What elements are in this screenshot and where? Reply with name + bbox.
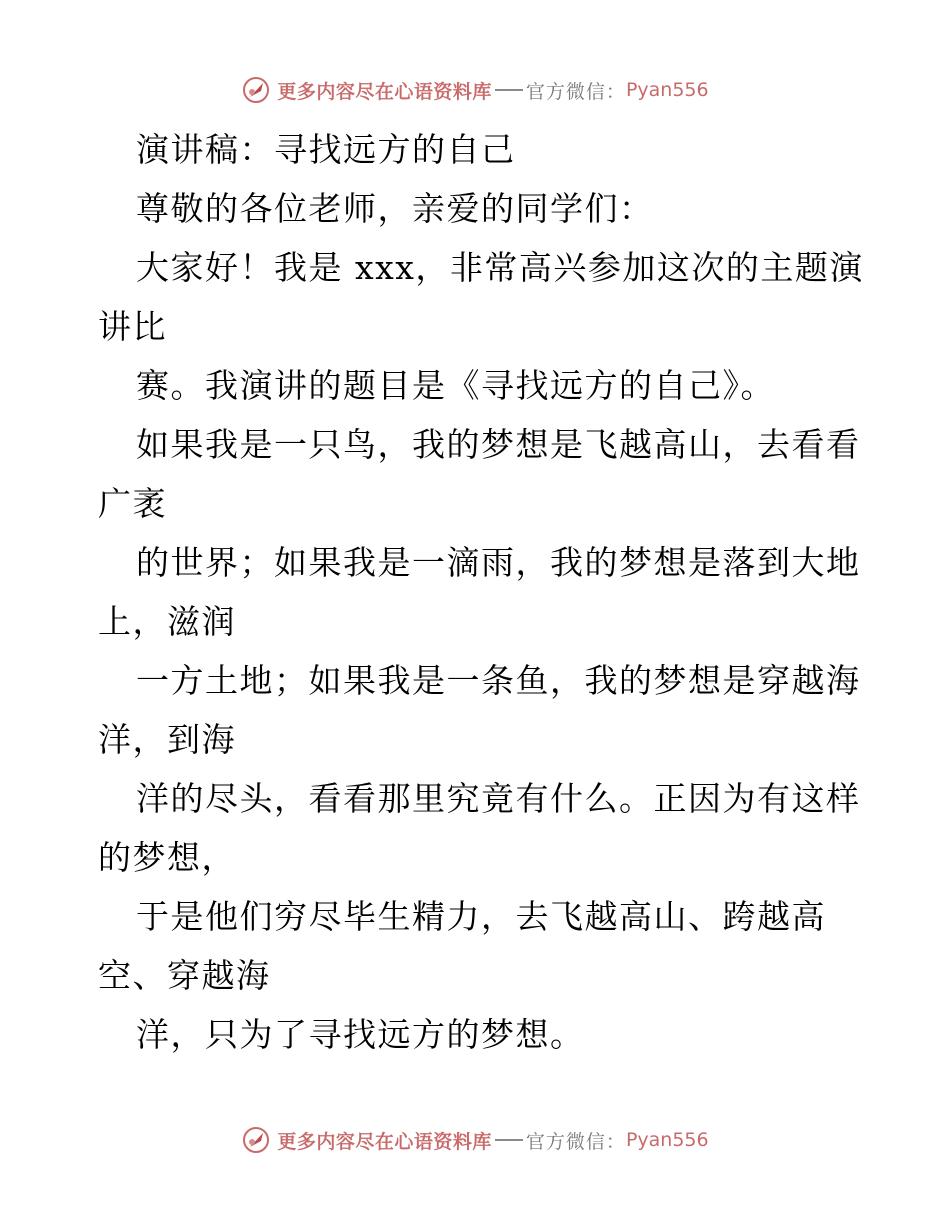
quill-logo-icon [241,1125,271,1155]
speech-body [98,120,864,1064]
banner-id-text: Pyan556 [625,1129,709,1151]
banner-dash [495,89,523,91]
banner-sub-text: 官方微信： [525,1130,626,1153]
speech-title: 演讲稿：寻找远方的自己 [136,130,516,169]
speech-line: 上，滋润 [98,602,236,641]
banner-sub-text: 官方微信： [525,80,626,103]
speech-line: 讲比 [98,307,167,346]
speech-line: 如果我是一只鸟，我的梦想是飞越高山，去看看 [136,425,861,464]
speech-line: 的世界；如果我是一滴雨，我的梦想是落到大地 [136,543,861,582]
speech-line: 洋的尽头，看看那里究竟有什么。正因为有这样 [136,779,861,818]
speech-line: 洋，到海 [98,720,236,759]
speech-line: 广袤 [98,484,167,523]
header-watermark [0,70,950,110]
banner-id-text: Pyan556 [625,79,709,101]
quill-logo-icon [241,75,271,105]
banner-main-text: 更多内容尽在心语资料库 [277,1130,492,1153]
speech-line: 空、穿越海 [98,956,271,995]
speech-line: 一方土地；如果我是一条鱼，我的梦想是穿越海 [136,661,861,700]
banner-dash [495,1139,523,1141]
speech-line: 大家好！我是 xxx，非常高兴参加这次的主题演 [136,248,864,287]
speech-line: 洋，只为了寻找远方的梦想。 [136,1015,585,1054]
speech-line: 的梦想， [98,838,236,877]
footer-watermark [0,1120,950,1160]
speech-line: 赛。我演讲的题目是《寻找远方的自己》。 [136,366,775,405]
speech-line: 尊敬的各位老师，亲爱的同学们： [136,189,654,228]
speech-line: 于是他们穷尽毕生精力，去飞越高山、跨越高 [136,897,826,936]
banner-main-text: 更多内容尽在心语资料库 [277,80,492,103]
